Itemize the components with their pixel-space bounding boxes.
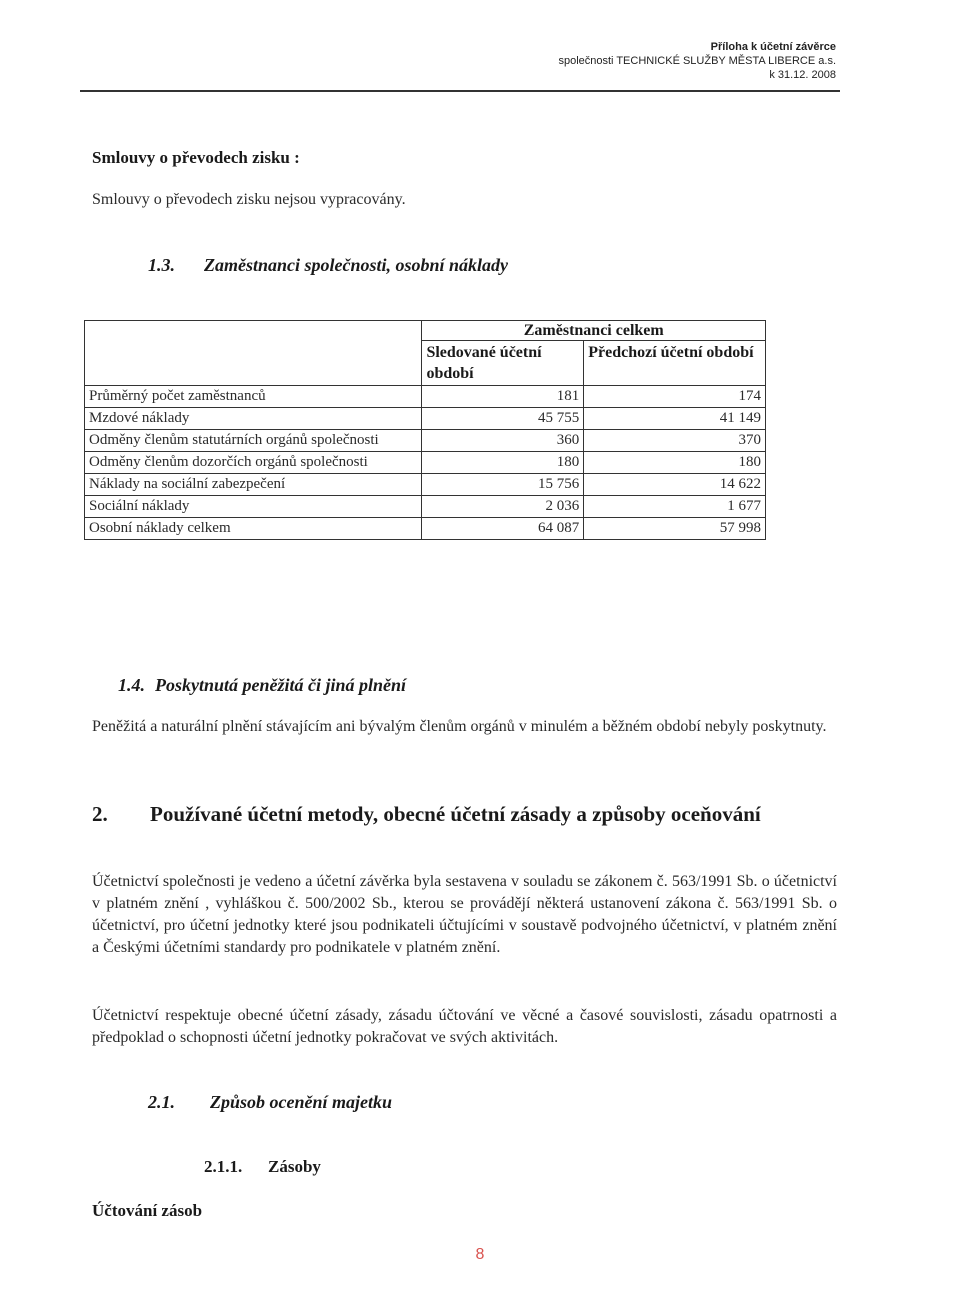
row-current-value: 180 (422, 452, 584, 474)
row-previous-value: 370 (584, 430, 766, 452)
row-label: Průměrný počet zaměstnanců (85, 386, 422, 408)
header-divider (80, 90, 840, 92)
page-number: 8 (475, 1246, 485, 1263)
row-current-value: 15 756 (422, 474, 584, 496)
header-title: Příloha k účetní závěrce (710, 41, 836, 53)
table-row (85, 452, 766, 474)
section-2-1-1-number: 2.1.1. (204, 1157, 243, 1176)
section-1-3-title: Zaměstnanci společnosti, osobní náklady (204, 255, 509, 275)
table-row (85, 474, 766, 496)
section-1-4-number: 1.4. (118, 675, 145, 695)
row-label: Sociální náklady (85, 496, 422, 518)
row-previous-value: 14 622 (584, 474, 766, 496)
section-2-number: 2. (92, 802, 108, 826)
row-previous-value: 57 998 (584, 518, 766, 540)
table-group-header: Zaměstnanci celkem (422, 321, 766, 341)
section-2-1-title: Způsob ocenění majetku (210, 1092, 393, 1112)
section-2-title: Používané účetní metody, obecné účetní zásady a způsoby oceňování (150, 802, 761, 826)
row-current-value: 2 036 (422, 496, 584, 518)
table-row (85, 430, 766, 452)
table-col-current: Sledované účetní období (422, 341, 584, 386)
row-current-value: 360 (422, 430, 584, 452)
section-2-1-1-title: Zásoby (268, 1157, 321, 1176)
row-previous-value: 180 (584, 452, 766, 474)
row-label: Odměny členům statutárních orgánů společnosti (85, 430, 422, 452)
row-label: Mzdové náklady (85, 408, 422, 430)
table-row (85, 408, 766, 430)
employees-table (84, 320, 766, 540)
table-empty-corner (85, 321, 422, 386)
document-header (558, 40, 836, 82)
contracts-text: Smlouvy o převodech zisku nejsou vypracovány. (92, 191, 406, 208)
row-label: Osobní náklady celkem (85, 518, 422, 540)
section-2-paragraph-1: Účetnictví společnosti je vedeno a účetní závěrka byla sestavena v souladu se zákonem č. 563/1991 Sb. o účetnictví v platném znění , vyhláškou č. 500/2002 Sb., kterou se provádějí některá ustanovení zákona č. 563/1991 Sb. o účetnictví, pro účetní jednotky které jsou podnikateli účtujícími v soustavě podvojného účetnictví, v platném znění a Českými účetními standardy pro podnikatele v platném znění. (92, 873, 837, 956)
table-row (85, 386, 766, 408)
header-company: společnosti TECHNICKÉ SLUŽBY MĚSTA LIBERCE a.s. (558, 55, 836, 67)
contracts-heading: Smlouvy o převodech zisku : (92, 148, 300, 167)
row-previous-value: 1 677 (584, 496, 766, 518)
row-previous-value: 174 (584, 386, 766, 408)
section-1-4-title: Poskytnutá peněžitá či jiná plnění (155, 675, 407, 695)
row-current-value: 181 (422, 386, 584, 408)
table-row (85, 496, 766, 518)
row-current-value: 64 087 (422, 518, 584, 540)
row-label: Odměny členům dozorčích orgánů společnosti (85, 452, 422, 474)
section-2-1-number: 2.1. (148, 1092, 175, 1112)
table-row (85, 518, 766, 540)
row-previous-value: 41 149 (584, 408, 766, 430)
row-label: Náklady na sociální zabezpečení (85, 474, 422, 496)
section-2-paragraph-2: Účetnictví respektuje obecné účetní zásady, zásadu účtování ve věcné a časové souvislosti, zásadu opatrnosti a předpoklad o schopnosti účetní jednotky pokračovat ve svých aktivitách. (92, 1007, 837, 1046)
table-col-previous: Předchozí účetní období (584, 341, 766, 386)
row-current-value: 45 755 (422, 408, 584, 430)
section-1-4-text: Peněžitá a naturální plnění stávajícím ani bývalým členům orgánů v minulém a běžném období nebyly poskytnuty. (92, 718, 827, 735)
header-date: k 31.12. 2008 (769, 69, 836, 81)
stock-accounting-heading: Účtování zásob (92, 1201, 203, 1220)
section-1-3-number: 1.3. (148, 255, 175, 275)
table-group-header-row (85, 321, 766, 341)
